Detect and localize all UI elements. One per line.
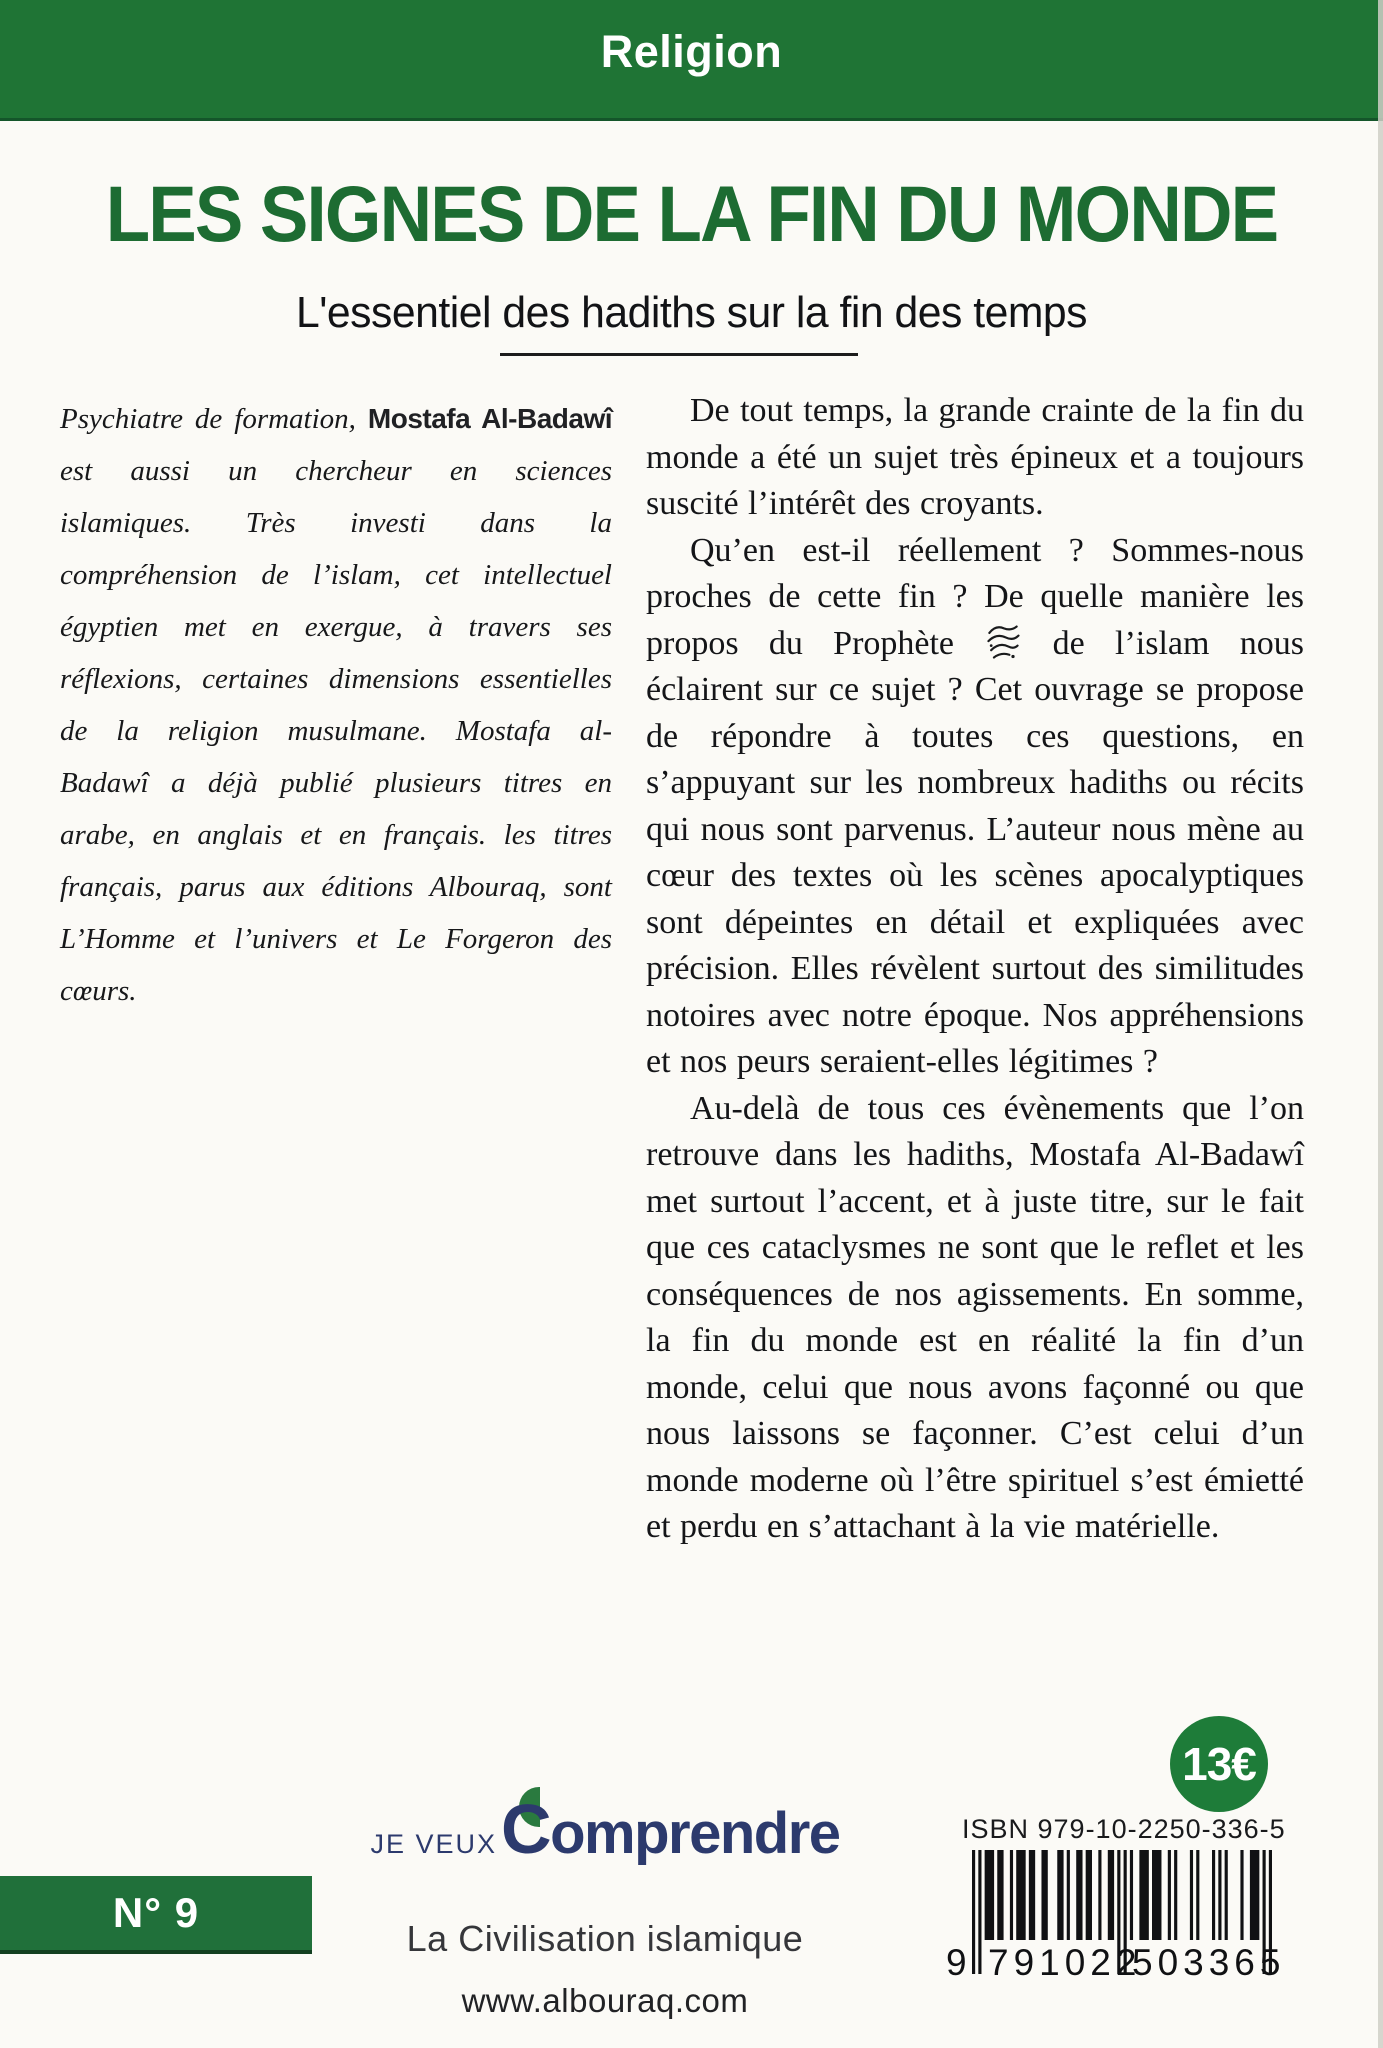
series-number-box	[0, 1876, 312, 1954]
p2-text-before: Qu’en est-il réellement ? Sommes-nous proches de cette fin ? De quelle manière les propos du Prophète	[646, 531, 1304, 662]
brand-name-rest: omprendre	[550, 1801, 840, 1866]
publisher-website: www.albouraq.com	[461, 1982, 749, 2019]
synopsis-paragraph-1: De tout temps, la grande crainte de la fin du monde a été un sujet très épineux et a toujours suscité l’intérêt des croyants.	[646, 392, 1304, 522]
p2-text-after: de l’islam nous éclairent sur ce sujet ? Cet ouvrage se propose de répondre à toutes ces questions, en s’appuyant sur les nombreux hadiths ou récits qui nous sont parvenus. L’auteur nous mène au cœur des textes où les scènes apocalyptiques sont dépeintes en détail et expliquées avec précision. Elles révèlent surtout des similitudes notoires avec notre époque. Nos appréhensions et nos peurs seraient-elles légitimes ?	[646, 624, 1304, 1080]
bio-lead: Psychiatre de formation,	[60, 403, 368, 435]
book-title: LES SIGNES DE LA FIN DU MONDE	[105, 169, 1278, 258]
book-subtitle: L'essentiel des hadiths sur la fin des temps	[295, 288, 1088, 337]
prophet-honorific-icon	[984, 622, 1022, 662]
brand-name-label: Comprendre	[501, 1800, 840, 1867]
author-bio	[60, 393, 612, 1017]
synopsis	[646, 388, 1304, 1551]
brand-prefix-label: JE VEUX	[370, 1829, 498, 1859]
author-name: Mostafa Al-Badawî	[367, 403, 612, 434]
series-number-label: N° 9	[112, 1889, 200, 1936]
price-badge	[1170, 1716, 1268, 1812]
synopsis-paragraph-3: Au-delà de tous ces évènements que l’on retrouve dans les hadiths, Mostafa Al-Badawî met surtout l’accent, et à juste titre, sur le fait que ces cataclysmes ne sont que le reflet et les conséquences de nos agissements. En somme, la fin du monde est en réalité la fin d’un monde, celui que nous avons façonné ou que nous laissons se façonner. C’est celui d’un monde moderne où l’être spirituel s’est émietté et perdu en s’attachant à la vie matérielle.	[646, 1089, 1304, 1545]
synopsis-paragraph-2	[646, 528, 1304, 1086]
isbn-label: ISBN 979-10-2250-336-5	[962, 1814, 1286, 1844]
title-divider-rule	[500, 353, 858, 356]
bio-rest: est aussi un chercheur en sciences islamiques. Très investi dans la compréhension de l’islam, cet intellectuel égyptien met en exergue, à travers ses réflexions, certaines dimensions essentielles de la religion musulmane. Mostafa al-Badawî a déjà publié plusieurs titres en arabe, en anglais et en français. les titres français, parus aux éditions Albouraq, sont L’Homme et l’univers et Le Forgeron des cœurs.	[60, 455, 612, 1007]
barcode-lead-digit: 9	[946, 1942, 967, 1983]
collection-title: La Civilisation islamique	[406, 1918, 804, 1959]
category-label: Religion	[600, 26, 783, 77]
barcode-digit-group-2: 503365	[1132, 1942, 1286, 1983]
barcode-digits	[946, 1942, 1286, 1984]
category-banner	[0, 0, 1383, 121]
price-label: 13€	[1182, 1738, 1256, 1790]
barcode	[946, 1850, 1286, 1985]
barcode-digit-group-1: 791022	[988, 1942, 1142, 1983]
publisher-logo	[300, 1790, 910, 1868]
scan-edge-shadow	[1378, 0, 1383, 2048]
